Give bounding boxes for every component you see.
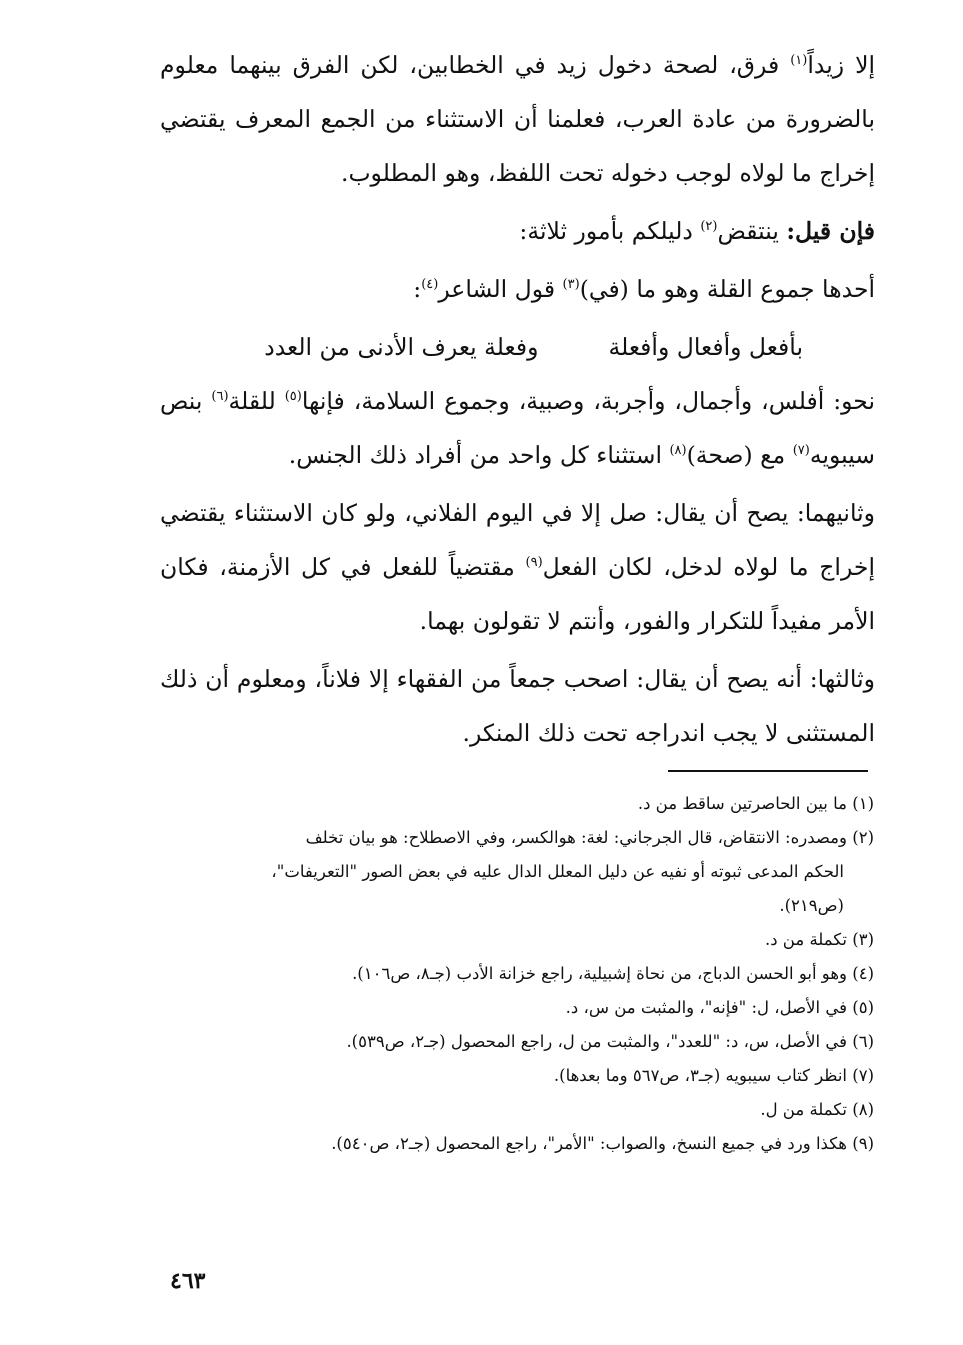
text-run: إخراج ما لولاه لوجب دخوله تحت اللفظ، وهو المطلوب. [340,159,875,187]
text-run: للقلة [228,387,285,415]
text-run: استثناء كل واحد من أفراد ذلك الجنس. [288,441,670,469]
footnote-2-continuation: (ص٢١٩). [779,896,844,915]
footnote-marker: (٨) [669,443,687,458]
verse-second-hemistich: وفعلة يعرف الأدنى من العدد [264,333,539,361]
footnote-2-continuation: الحكم المدعى ثبوته أو نفيه عن دليل المعلل الدال عليه في بعض الصور "التعريفات"، [271,862,844,881]
poetry-verse [160,320,875,374]
text-run: مقتضياً للفعل في كل الأزمنة، فكان [160,553,526,581]
text-run: إلا زيداً [807,51,875,79]
footnote-marker: (٣) [562,277,580,292]
footnote-8: (٨) تكملة من ل. [760,1100,874,1119]
text-run: أحدها جموع القلة وهو ما (في) [579,275,875,303]
footnote-marker: (٦) [211,389,229,404]
paragraph-3 [160,262,875,316]
footnote-4: (٤) وهو أبو الحسن الدباج، من نحاة إشبيلية، راجع خزانة الأدب (جـ٨، ص١٠٦). [352,964,874,983]
footnote-7: (٧) انظر كتاب سيبويه (جـ٣، ص٥٦٧ وما بعدها). [553,1066,874,1085]
footnote-marker: (١) [790,53,808,68]
text-run: بنص سيبويه [160,387,875,469]
footnote-1: (١) ما بين الحاصرتين ساقط من د. [637,794,874,813]
paragraph-2 [160,204,875,258]
text-run: ذلك المستثنى لا يجب اندراجه تحت ذلك المنكر. [160,665,875,747]
text-run: وثالثها: أنه يصح أن يقال: اصحب جمعاً من الفقهاء إلا فلاناً، ومعلوم أن [205,665,875,693]
text-run: قول الشاعر [438,275,563,303]
main-text [160,38,875,760]
text-run: ينتقض [717,217,787,245]
footnote-6: (٦) في الأصل، س، د: "للعدد"، والمثبت من ل، راجع المحصول (جـ٢، ص٥٣٩). [346,1032,874,1051]
text-run: مع (صحة) [686,441,793,469]
footnote-5: (٥) في الأصل، ل: "فإنه"، والمثبت من س، د. [565,998,874,1017]
paragraph-1 [160,38,875,200]
footnote-separator [668,770,868,772]
text-run: نحو: أفلس، وأجمال، وأجربة، وصبية، وجموع السلامة، فإنها [301,387,875,415]
page-number: ٤٦٣ [170,1268,206,1294]
text-run: وثانيهما: يصح أن يقال: صل إلا في اليوم الفلاني، ولو كان الاستثناء يقتضي [160,499,875,527]
paragraph-6 [160,652,875,760]
footnote-marker: (٤) [421,277,439,292]
text-run: : [413,275,422,303]
footnotes [162,787,874,1161]
text-run: الأمر مفيداً للتكرار والفور، وأنتم لا تقولون بهما. [419,607,875,635]
text-run: بالضرورة من عادة العرب، فعلمنا أن الاستثناء من الجمع المعرف يقتضي [160,105,875,133]
text-run: إخراج ما لولاه لدخل، لكان الفعل [542,553,875,581]
text-run: فرق، لصحة دخول زيد في الخطابين، لكن الفرق بينهما معلوم [160,51,791,79]
footnote-3: (٣) تكملة من د. [764,930,874,949]
paragraph-4 [160,374,875,482]
bold-lead: فإن قيل: [786,217,875,245]
footnote-marker: (٩) [525,555,543,570]
footnote-9: (٩) هكذا ورد في جميع النسخ، والصواب: "الأمر"، راجع المحصول (جـ٢، ص٥٤٠). [331,1134,874,1153]
text-run: دليلكم بأمور ثلاثة: [519,217,701,245]
paragraph-5 [160,486,875,648]
footnote-marker: (٢) [700,219,718,234]
verse-first-hemistich: بأفعل وأفعال وأفعلة [608,333,803,361]
footnote-marker: (٥) [284,389,302,404]
footnote-marker: (٧) [792,443,810,458]
footnote-2: (٢) ومصدره: الانتقاض، قال الجرجاني: لغة: هوالكسر، وفي الاصطلاح: هو بيان تخلف [305,828,874,847]
